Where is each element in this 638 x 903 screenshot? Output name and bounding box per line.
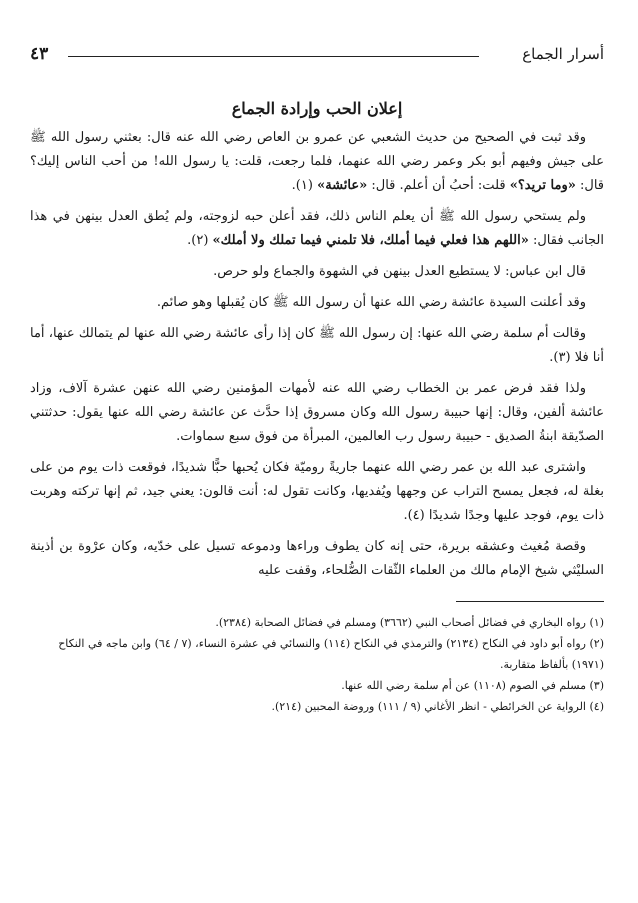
paragraph bbox=[30, 291, 604, 315]
footnotes bbox=[30, 612, 604, 717]
paragraph-text: وقالت أم سلمة رضي الله عنها: إن رسول الله ﷺ كان إذا رأى عائشة رضي الله عنها لم يتمالك عنها، أما أنا فلا (٣). bbox=[30, 326, 604, 365]
paragraph bbox=[30, 322, 604, 370]
footnote: (١) رواه البخاري في فضائل أصحاب النبي (٣٦٦٢) ومسلم في فضائل الصحابة (٢٣٨٤). bbox=[215, 616, 604, 629]
hadith-quote: «اللهم هذا فعلي فيما أملك، فلا تلمني فيما تملك ولا أملك» bbox=[212, 233, 529, 248]
paragraph bbox=[30, 535, 604, 583]
paragraph-text: قلت: أحبُ أن أعلم. قال: bbox=[367, 178, 510, 193]
running-title: أسرار الجماع bbox=[522, 45, 604, 63]
paragraph bbox=[30, 377, 604, 449]
page-number: ٤٣ bbox=[30, 44, 49, 64]
footnote: (٢) رواه أبو داود في النكاح (٢١٣٤) والترمذي في النكاح (١١٤) والنسائي في عشرة النساء، (٧ / ٦٤) وابن ماجه في النكاح (١٩٧١) بألفاظ متقاربة. bbox=[58, 637, 604, 671]
footnote: (٣) مسلم في الصوم (١١٠٨) عن أم سلمة رضي الله عنها. bbox=[341, 679, 604, 692]
paragraph bbox=[30, 260, 604, 284]
paragraph-text: (٢). bbox=[187, 233, 213, 248]
paragraph-text: قال ابن عباس: لا يستطيع العدل بينهن في الشهوة والجماع ولو حرص. bbox=[213, 264, 586, 279]
chapter-title: إعلان الحب وإرادة الجماع bbox=[231, 99, 403, 118]
paragraph-text: وقد أعلنت السيدة عائشة رضي الله عنها أن رسول الله ﷺ كان يُقبلها وهو صائم. bbox=[156, 295, 586, 310]
body-text bbox=[30, 126, 604, 583]
paragraph-text: واشترى عبد الله بن عمر رضي الله عنهما جاريةً روميّة فكان يُحبها حبًّا شديدًا، فوقعت ذات يوم من على بغلة له، فجعل يمسح التراب عن وجهها ويُفديها، وكانت تقول له: أنت قالون: يعني جيد، ثم إنها تركته وهربت ذات يوم، فوجد عليها وجدًا شديدًا (٤). bbox=[30, 460, 604, 523]
paragraph bbox=[30, 126, 604, 198]
paragraph-text: ولذا فقد فرض عمر بن الخطاب رضي الله عنه لأمهات المؤمنين رضي الله عنهن عشرة آلاف، وزاد عائشة ألفين، وقال: إنها حبيبة رسول الله وكان مسروق إذا حدَّث عن عائشة رضي الله عنها يقول: حدثتني الصدّيقة ابنةُ الصديق - حبيبة رسول رب العالمين، المبرأة من فوق سبع سماوات. bbox=[30, 381, 604, 444]
paragraph bbox=[30, 205, 604, 253]
paragraph-text: وقد ثبت في الصحيح من حديث الشعبي عن عمرو بن العاص رضي الله عنه قال: بعثني رسول الله ﷺ على جيش وفيهم أبو بكر وعمر رضي الله عنهما، فلما رجعت، قلت: يا رسول الله! من أحب الناس إليك؟ قال: bbox=[30, 130, 604, 193]
paragraph-text: وقصة مُغيث وعشقه بريرة، حتى إنه كان يطوف وراءها ودموعه تسيل على خدّيه، وكان عرْوة بن أذينة السليْثي شيخ الإمام مالك من العلماء الثّقات الصُّلحاء، وقفت عليه bbox=[30, 539, 604, 578]
hadith-quote: «عائشة» bbox=[317, 178, 368, 193]
header-rule bbox=[68, 56, 479, 57]
paragraph bbox=[30, 456, 604, 528]
hadith-quote: «وما تريد؟» bbox=[509, 178, 576, 193]
page-header bbox=[30, 44, 604, 68]
book-page bbox=[30, 44, 604, 884]
paragraph-text: ولم يستحي رسول الله ﷺ أن يعلم الناس ذلك، فقد أعلن حبه لزوجته، ولم يُطق العدل بينهن في هذا الجانب فقال: bbox=[30, 209, 604, 248]
paragraph-text: (١). bbox=[291, 178, 318, 193]
footnote: (٤) الرواية عن الخرائطي - انظر الأغاني (٩ / ١١١) وروضة المحبين (٢١٤). bbox=[271, 700, 604, 713]
footnote-rule bbox=[456, 601, 604, 602]
